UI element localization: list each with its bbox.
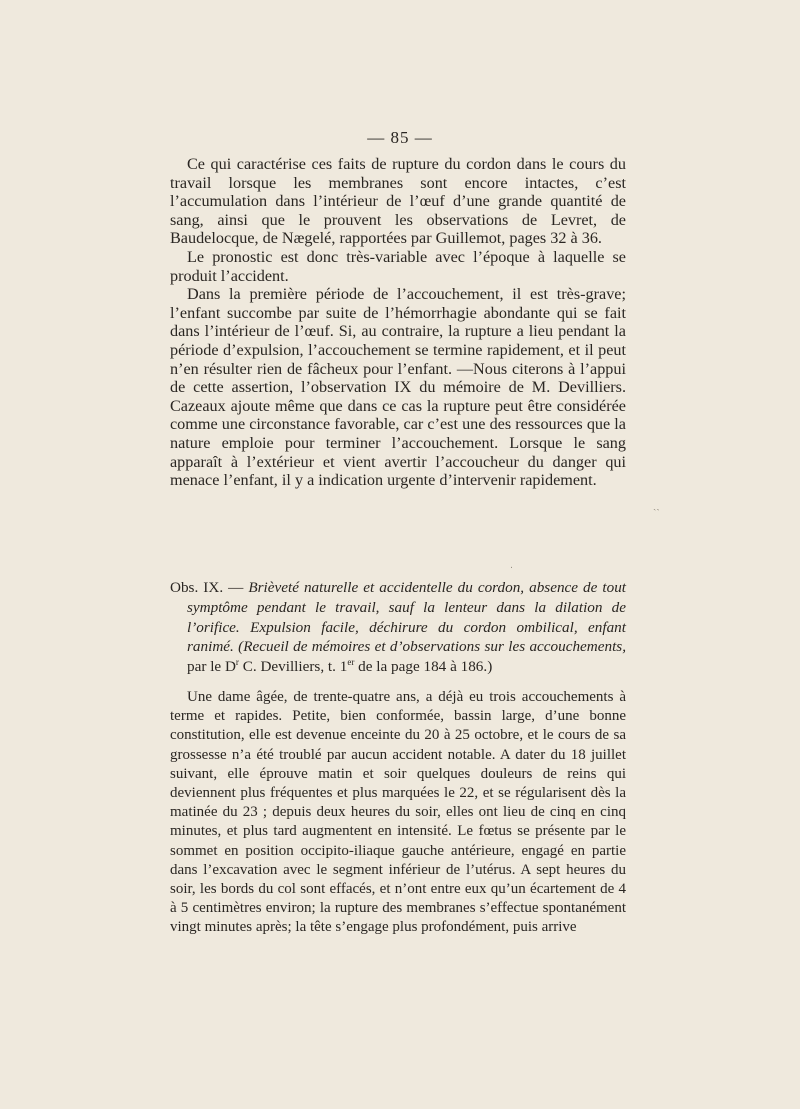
observation-body	[170, 688, 626, 938]
observation-ref-sup-1: r	[235, 657, 239, 668]
page-speck: ᐧ	[510, 563, 513, 574]
observation-ref-end: de la page 184 à 186.)	[354, 658, 493, 676]
observation-ref-name: C. Devilliers, t. 1	[238, 658, 348, 676]
main-text	[170, 155, 626, 490]
paragraph-hemorrhage: Ce qui caractérise ces faits de rupture du cordon dans le cours du travail lorsque les membranes sont encore intactes, c’est l’accumulation dans l’intérieur de l’œuf d’une grande quantité de sang, ainsi que le prouvent les observations de Levret, de Baudelocque, de Nægelé, rapportées par Guillemot, pages 32 à 36.	[170, 155, 626, 248]
observation-ref-par: par le D	[187, 658, 236, 676]
observation-source: (Recueil de mémoires et d’observations sur les accouchements,	[238, 638, 627, 656]
paragraph-prognosis: Le pronostic est donc très-variable avec l’époque à laquelle se produit l’accident.	[170, 247, 626, 285]
observation-ref-sup-2: er	[347, 657, 355, 668]
observation-label: Obs. IX. —	[170, 579, 244, 596]
observation-paragraph: Une dame âgée, de trente-quatre ans, a déjà eu trois accouchements à terme et rapides. Petite, bien conformée, bassin large, d’une bonne constitution, elle est devenue enceinte du 20 à 25 octobre, et le cours de sa grossesse n’a été troublé par aucun accident notable. A dater du 18 juillet suivant, elle éprouve matin et soir quelques douleurs de reins qui deviennent plus fréquentes et plus marquées le 22, et se régularisent dès la matinée du 23 ; depuis deux heures du soir, elles ont lieu de cinq en cinq minutes, et plus tard augmentent en intensité. Le fœtus se présente par le sommet en position occipito-iliaque gauche antérieure, engagé en partie dans l’excavation avec le segment inférieur de l’utérus. A sept heures du soir, les bords du col sont effacés, et n’ont entre eux qu’un écartement de 4 à 5 centimètres environ; la rupture des membranes s’effectue spontanément vingt minutes après; la tête s’engage plus profondément, puis arrive	[170, 689, 626, 936]
page-number: — 85 —	[367, 128, 433, 147]
paragraph-periods: Dans la première période de l’accouchement, il est très-grave; l’enfant succombe par suite de l’hémorrhagie abondante qui se fait dans l’intérieur de l’œuf. Si, au contraire, la rupture a lieu pendant la période d’expulsion, l’accouchement se termine rapidement, et il peut n’en résulter rien de fâcheux pour l’enfant. —Nous citerons à l’appui de cette assertion, l’observation IX du mémoire de M. Devilliers. Cazeaux ajoute même que dans ce cas la rupture peut être considérée comme une circonstance favorable, car c’est une des ressources que la nature emploie pour terminer l’accouchement. Lorsque le sang apparaît à l’extérieur et vient avertir l’accoucheur du danger qui menace l’enfant, il y a indication urgente d’intervenir rapidement.	[170, 285, 626, 490]
observation-title: Brièveté naturelle et accidentelle du cordon, absence de tout symptôme pendant le travail, sauf la lenteur dans la dilation de l’orifice. Expulsion facile, déchirure du cordon ombilical, enfant ranimé.	[187, 579, 627, 656]
observation-heading	[170, 578, 626, 677]
margin-speck: ˎˏ	[653, 500, 660, 511]
